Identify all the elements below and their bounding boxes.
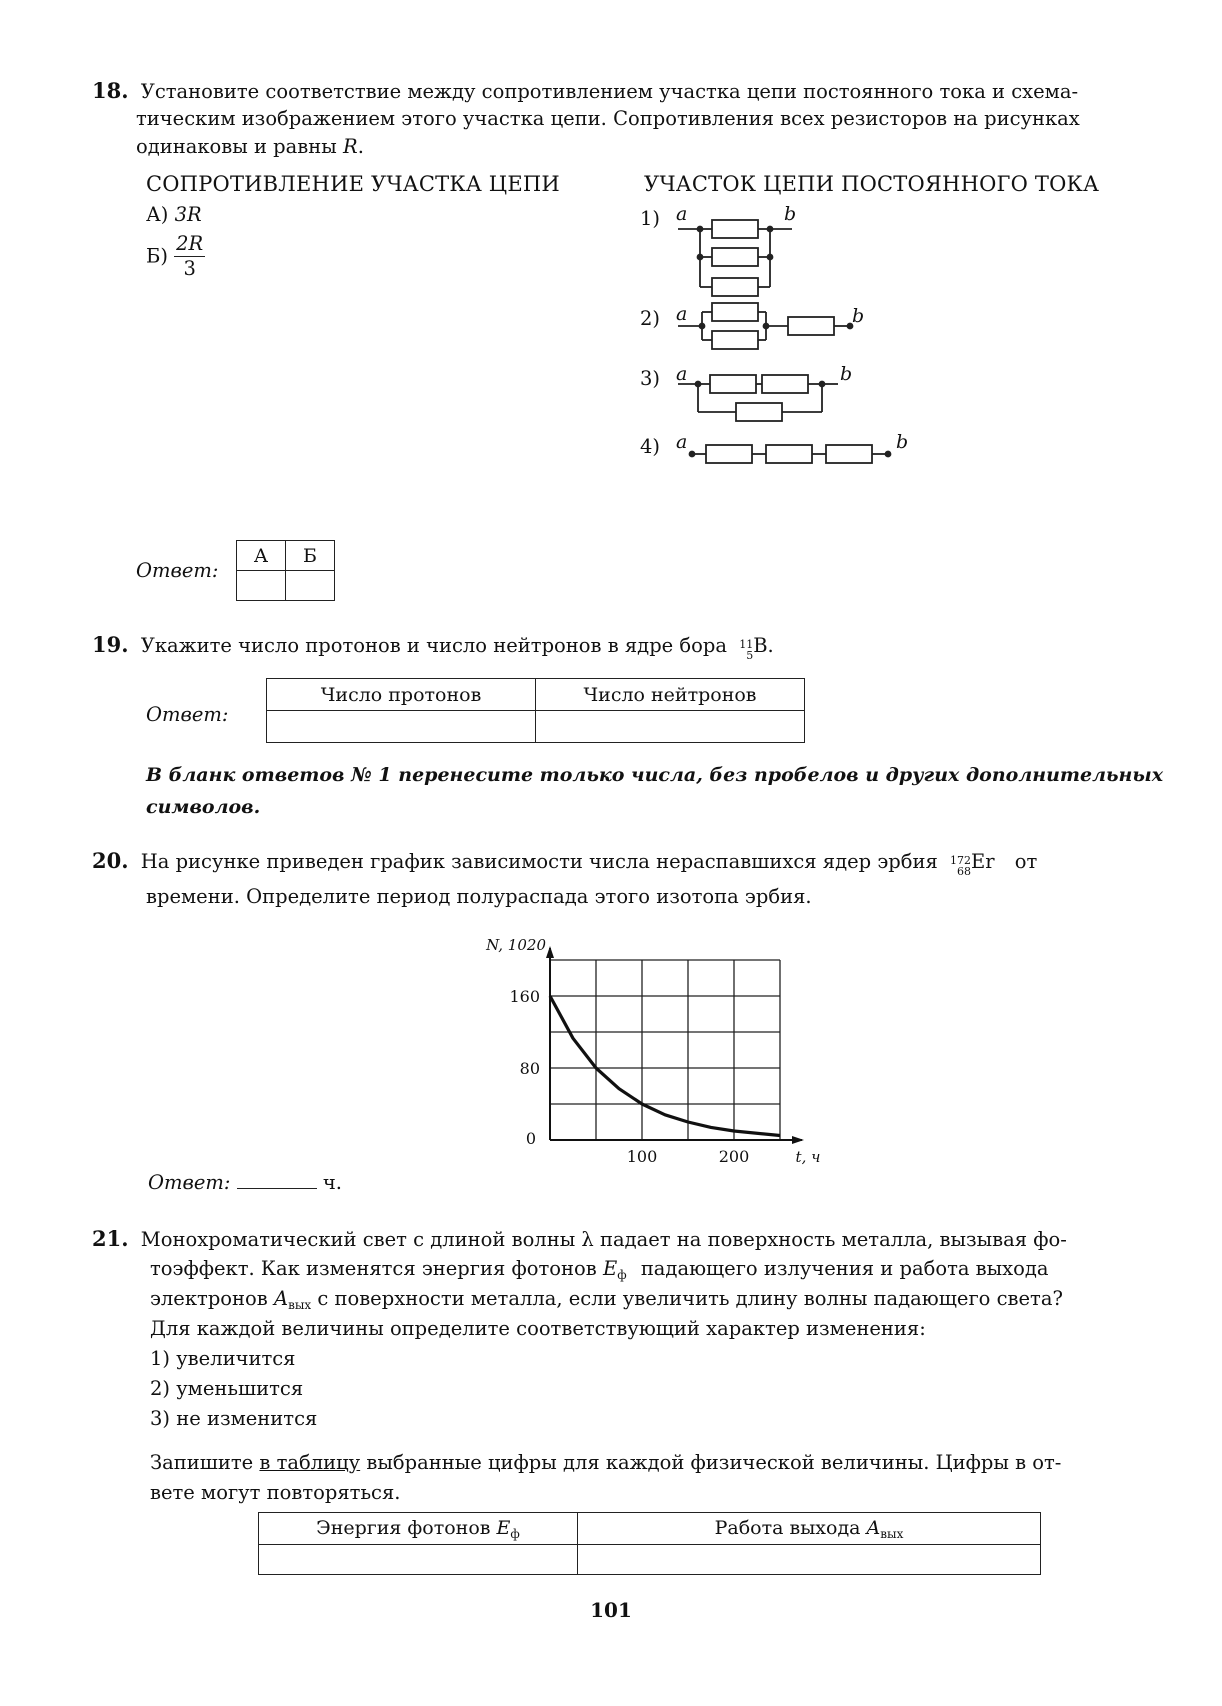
y-axis-label: N, 1020 — [486, 936, 546, 954]
svg-text:b: b — [840, 363, 853, 385]
col-work-function: Работа выхода $A_{вых}$ — [578, 1513, 1041, 1545]
circuit-4 — [676, 431, 908, 463]
q20-answer: Ответ: ч. — [148, 1171, 342, 1194]
y-tick-label: 80 — [519, 1059, 540, 1078]
q19-note-line2: символов. — [146, 796, 261, 818]
q21-line3: электронов $A_{вых}$ с поверхности металла, если увеличить длину волны падающего света? — [150, 1287, 1063, 1312]
circuit-1 — [676, 203, 796, 296]
q21-line2: тоэффект. Как изменятся энергия фотонов $E_ф$ падающего излучения и работа выхода — [150, 1257, 1049, 1282]
q21-number: 21. — [92, 1226, 129, 1251]
isotope-er172: 172 68 — [949, 854, 971, 878]
q21-option-1: 1) увеличится — [150, 1347, 296, 1370]
q18-right-header: УЧАСТОК ЦЕПИ ПОСТОЯННОГО ТОКА — [644, 172, 1100, 196]
decay-chart — [460, 910, 830, 1170]
q21-line4: Для каждой величины определите соответствующий характер изменения: — [150, 1317, 926, 1340]
isotope-b11: 11 5 — [739, 638, 754, 662]
q18-line2: тическим изображением этого участка цепи. Сопротивления всех резисторов на рисунках — [136, 107, 1080, 130]
q19-text: 19. Укажите число протонов и число нейтронов в ядре бора 11 5 B. — [92, 632, 774, 662]
q20-answer-blank[interactable] — [237, 1188, 317, 1189]
fraction-2r-3: $\frac{2R}{3}$ — [176, 232, 204, 280]
q21-instruction-line1: Запишите в таблицу выбранные цифры для каждой физической величины. Цифры в от- — [150, 1451, 1062, 1474]
q18-answer-table — [236, 540, 335, 601]
origin-label: 0 — [525, 1129, 536, 1148]
answer-col-b: Б — [286, 541, 335, 571]
circuit-diagrams — [670, 200, 930, 480]
q21-answer-table — [258, 1512, 1041, 1575]
q18-line3: одинаковы и равны R. — [136, 135, 364, 158]
q20-number: 20. — [92, 848, 129, 873]
q21-instruction-line2: вете могут повторяться. — [150, 1481, 401, 1504]
x-tick-label: 100 — [626, 1147, 658, 1166]
answer-col-a: А — [237, 541, 286, 571]
svg-text:a: a — [676, 431, 688, 453]
circuit-2-label: 2) — [640, 307, 661, 330]
answer-cell-energy[interactable] — [259, 1545, 578, 1575]
q19-note-line1: В бланк ответов № 1 перенесите только числа, без пробелов и других дополнительных — [146, 764, 1164, 786]
q19-number: 19. — [92, 632, 129, 657]
page-number: 101 — [590, 1598, 632, 1622]
x-axis-label: t, ч — [795, 1148, 821, 1166]
svg-text:a: a — [676, 363, 688, 385]
circuit-2 — [676, 303, 864, 349]
q20-text: 20. На рисунке приведен график зависимости числа нераспавшихся ядер эрбия 172 68 Er от — [92, 848, 1038, 878]
answer-cell-b[interactable] — [286, 571, 335, 601]
x-tick-label: 200 — [718, 1147, 750, 1166]
q21-option-3: 3) не изменится — [150, 1407, 318, 1430]
decay-curve — [550, 996, 780, 1136]
x-axis-arrow — [792, 1136, 804, 1144]
svg-text:b: b — [784, 203, 797, 225]
q19-answer-table — [266, 678, 805, 743]
y-tick-label: 160 — [509, 987, 540, 1006]
circuit-3-label: 3) — [640, 367, 661, 390]
q18-number: 18. — [92, 78, 129, 103]
q21-option-2: 2) уменьшится — [150, 1377, 304, 1400]
q18-answer-label: Ответ: — [136, 559, 219, 582]
q20-line2: времени. Определите период полураспада этого изотопа эрбия. — [146, 885, 812, 908]
svg-text:b: b — [896, 431, 909, 453]
q18-text — [92, 76, 1112, 107]
q19-answer-label: Ответ: — [146, 703, 229, 726]
svg-text:a: a — [676, 303, 688, 325]
q21-line1: 21. Монохроматический свет с длиной волны λ падает на поверхность металла, вызывая фо- — [92, 1226, 1067, 1251]
circuit-3 — [676, 363, 852, 421]
col-neutrons: Число нейтронов — [536, 679, 805, 711]
y-axis-arrow — [546, 946, 554, 958]
svg-text:b: b — [852, 305, 865, 327]
answer-cell-neutrons[interactable] — [536, 711, 805, 743]
q18-line1: Установите соответствие между сопротивлением участка цепи постоянного тока и схема- — [140, 80, 1079, 103]
circuit-4-label: 4) — [640, 435, 661, 458]
q18-option-a: А) 3R — [146, 203, 202, 226]
answer-cell-work[interactable] — [578, 1545, 1041, 1575]
circuit-1-label: 1) — [640, 207, 661, 230]
answer-cell-a[interactable] — [237, 571, 286, 601]
q18-option-b: Б) $\frac{2R}{3}$ — [146, 232, 204, 280]
answer-cell-protons[interactable] — [267, 711, 536, 743]
col-protons: Число протонов — [267, 679, 536, 711]
col-photon-energy: Энергия фотонов $E_ф$ — [259, 1513, 578, 1545]
svg-text:a: a — [676, 203, 688, 225]
q18-left-header: СОПРОТИВЛЕНИЕ УЧАСТКА ЦЕПИ — [146, 172, 560, 196]
